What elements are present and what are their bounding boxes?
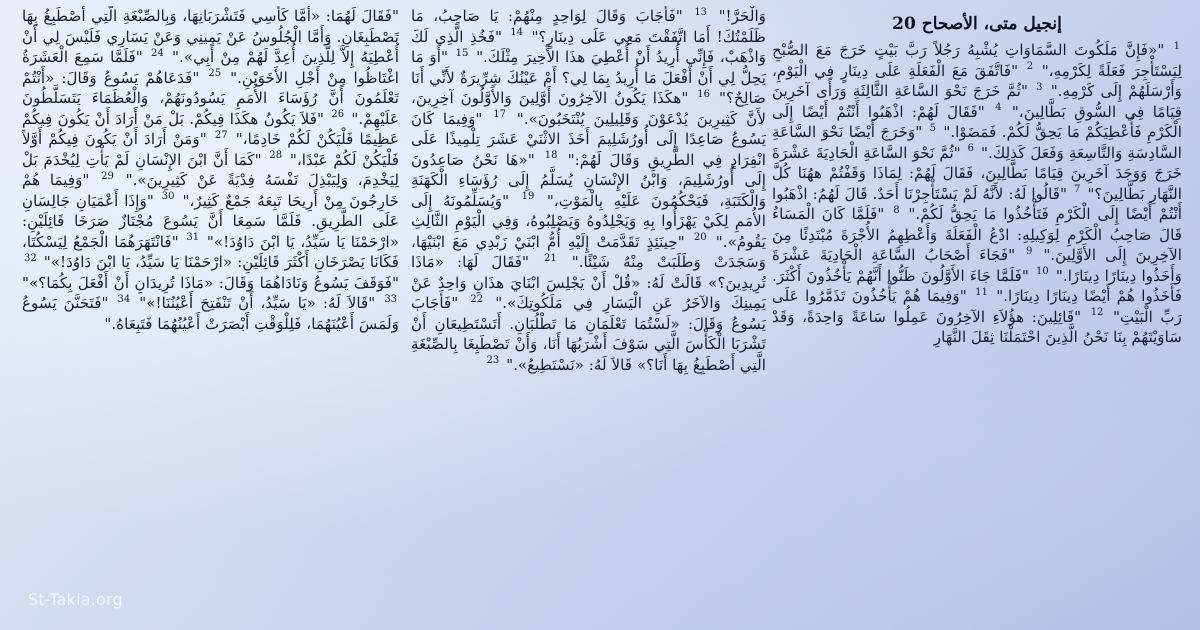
- verse-number: 23: [486, 355, 500, 367]
- verse-text: "أَوَ مَا يَحِلُّ لِي أَنْ أَفْعَلَ مَا أُرِيدُ بِمَا لِي؟ أَمْ عَيْنُكَ شِرِّيرَةٌ لأَنِّي أَنَا صَالِحٌ؟": [411, 48, 766, 107]
- verse-number: 32: [24, 252, 37, 264]
- verse-text: "هكَذَا يَكُونُ الآخِرُونَ أَوَّلِينَ وَالأَوَّلُونَ آخِرِينَ، لأَنَّ كَثِيرِينَ يُدْعَوْنَ وَقَلِيلِينَ يُنْتَخَبُونَ».": [411, 89, 766, 128]
- verse-number: 21: [544, 252, 557, 264]
- verse-number: 6: [967, 143, 975, 155]
- verse-number: 26: [331, 109, 345, 121]
- watermark: St-Takla.org: [28, 590, 123, 609]
- verse-text: "وَيُسَلِّمُونَهُ إِلَى الأُمَمِ لِكَيْ يَهْزَأُوا بِهِ وَيَجْلِدُوهُ وَيَصْلِبُوهُ، وَفِي الْيَوْمِ الثَّالِثِ يَقُومُ».": [411, 191, 766, 251]
- verse-number: 9: [1026, 245, 1033, 257]
- verse-number: 8: [893, 204, 900, 216]
- verse-number: 17: [493, 109, 506, 121]
- verse-text: "فَلاَ يَكُونُ هكَذَا فِيكُمْ. بَلْ مَنْ أَرَادَ أَنْ يَكُونَ فِيكُمْ عَظِيمًا فَلْيَكُنْ لَكُمْ خَادِمًا،": [22, 109, 399, 148]
- verse-text: "ثُمَّ نَحْوَ السَّاعَةِ الْحَادِيَةَ عَشْرَةَ خَرَجَ وَوَجَدَ آخَرِينَ قِيَامًا بَطَّالِينَ، فَقَالَ لَهُمْ: لِمَاذَا وَقَفْتُمْ ههُنَا كُلَّ النَّهَارِ بَطَّالِينَ؟": [772, 143, 1182, 203]
- verse-text: "فَدَعَاهُمْ يَسُوعُ وَقَالَ: «أَنْتُمْ تَعْلَمُونَ أَنَّ رُؤَسَاءَ الأُمَمِ يَسُودُونَهُمْ، وَالْعُظَمَاءَ يَتَسَلَّطُونَ عَلَيْهِمْ.": [22, 68, 399, 128]
- verse-text: وَالْحَرَّ!": [718, 7, 766, 25]
- verse-number: 25: [208, 68, 222, 80]
- verse-text: "فَقَالَ لَهُمْ: اذْهَبُوا أَنْتُمْ أَيْضًا إِلَى الْكَرْمِ فَأُعْطِيَكُمْ مَا يَحِقُّ لَكُمْ. فَمَضَوْا.": [772, 102, 1182, 141]
- verse-number: 16: [697, 88, 711, 100]
- verse-number: 24: [151, 47, 164, 59]
- verse-text: "فَأَجَابَ يَسُوعُ وَقَالَ: «لَسْتُمَا تَعْلَمَانِ مَا تَطْلُبَانِ. أَتَسْتَطِيعَانِ أَنْ تَشْرَبَا الْكَأْسَ الَّتِي سَوْفَ أَشْرَبُهَا أَنَا، وَأَنْ تَصْطَبِغَا بِالصِّبْغَةِ الَّتِي أَصْطَبِغُ بِهَا أَنَا؟» قَالاَ لَهُ: «نَسْتَطِيعُ».": [411, 294, 766, 374]
- verse-number: 12: [1090, 307, 1104, 319]
- verse-text: "فَلَمَّا سَمِعَ الْعَشَرَةُ اغْتَاظُوا مِنْ أَجْلِ الأَخَوَيْنِ.": [22, 48, 399, 87]
- verse-number: 28: [269, 150, 283, 162]
- verse-text: "حِينَئِذٍ تَقَدَّمَتْ إِلَيْهِ أُمُّ ابْنَيْ زَبْدِي مَعَ ابْنَيْهَا، وَسَجَدَتْ وَطَلَبَتْ مِنْهُ شَيْئًا.": [411, 232, 766, 271]
- verse-text: "ثُمَّ خَرَجَ نَحْوَ السَّاعَةِ الثَّالِثَةِ وَرَأَى آخَرِينَ قِيَامًا فِي السُّوقِ بَطَّالِينَ،": [772, 82, 1182, 121]
- verse-number: 13: [694, 6, 708, 18]
- verse-number: 33: [384, 293, 398, 305]
- verse-number: 20: [693, 232, 707, 244]
- verse-text: "قَائِلِينَ: هؤُلاَءِ الآخِرُونَ عَمِلُوا سَاعَةً وَاحِدَةً، وَقَدْ سَاوَيْتَهُمْ بِنَا نَحْنُ الَّذِينَ احْتَمَلْنَا ثِقَلَ النَّهَارِ: [772, 307, 1182, 346]
- verse-text: "فَلَمَّا كَانَ الْمَسَاءُ قَالَ صَاحِبُ الْكَرْمِ لِوَكِيلِهِ: ادْعُ الْفَعَلَةَ وَأَعْطِهِمُ الأُجْرَةَ مُبْتَدِئًا مِنَ الآخِرِينَ إِلَى الأَوَّلِينَ.": [772, 205, 1182, 264]
- verse-text: "فَوَقَفَ يَسُوعُ وَنَادَاهُمَا وَقَالَ: «مَاذَا تُرِيدَانِ أَنْ أَفْعَلَ بِكُمَا؟»": [22, 273, 399, 292]
- verse-number: 14: [510, 27, 524, 39]
- verse-number: 5: [929, 122, 936, 134]
- verse-text: "«فَإِنَّ مَلَكُوتَ السَّمَاوَاتِ يُشْبِهُ رَجُلاً رَبَّ بَيْتٍ خَرَجَ مَعَ الصُّبْحِ لِيَسْتَأْجِرَ فَعَلَةً لِكَرْمِهِ،": [772, 41, 1182, 80]
- verse-number: 1: [1173, 40, 1180, 52]
- text-column-left: [22, 6, 399, 618]
- verse-text: "وَمَنْ أَرَادَ أَنْ يَكُونَ فِيكُمْ أَوَّلاً فَلْيَكُنْ لَكُمْ عَبْدًا،": [22, 130, 399, 169]
- text-column-right: [772, 6, 1182, 618]
- column-body: [772, 40, 1182, 348]
- verse-number: 18: [544, 150, 558, 162]
- verse-number: 11: [975, 286, 988, 298]
- verse-number: 3: [1036, 81, 1043, 93]
- verse-text: "فَتَحَنَّنَ يَسُوعُ وَلَمَسَ أَعْيُنَهُمَا، فَلِلْوَقْتِ أَبْصَرَتْ أَعْيُنُهُمَا فَتَبِعَاهُ.": [22, 294, 399, 333]
- column-body: [411, 6, 766, 375]
- verse-text: "وَخَرَجَ أَيْضًا نَحْوَ السَّاعَةِ السَّادِسَةِ وَالتَّاسِعَةِ وَفَعَلَ كَذلِكَ.": [772, 123, 1182, 162]
- verse-text: "قَالاَ لَهُ: «يَا سَيِّدُ، أَنْ تَنْفَتِحَ أَعْيُنُنَا!»": [139, 294, 376, 312]
- column-body: [22, 6, 399, 334]
- verse-text: "وَإِذَا أَعْمَيَانِ جَالِسَانِ عَلَى الطَّرِيقِ. فَلَمَّا سَمِعَا أَنَّ يَسُوعَ مُجْتَازٌ صَرَخَا قَائِلَيْنِ: «ارْحَمْنَا يَا سَيِّدُ، يَا ابْنَ دَاوُدَ!»": [22, 191, 399, 251]
- verse-number: 29: [101, 170, 114, 182]
- page-title: إنجيل متى، الأصحاح 20: [892, 14, 1062, 34]
- verse-number: 34: [117, 293, 131, 305]
- verse-text: "وَفِيمَا هُمْ يَأْخُذُونَ تَذَمَّرُوا عَلَى رَبِّ الْبَيْتِ": [772, 287, 1182, 326]
- verse-text: "«هَا نَحْنُ صَاعِدُونَ إِلَى أُورُشَلِيمَ، وَابْنُ الإِنْسَانِ يُسَلَّمُ إِلَى رُؤَسَاءِ الْكَهَنَةِ وَالْكَتَبَةِ، فَيَحْكُمُونَ عَلَيْهِ بِالْمَوْتِ،": [411, 150, 766, 210]
- verse-text: "فَأَجَابَ وَقَالَ لِوَاحِدٍ مِنْهُمْ: يَا صَاحِبُ، مَا ظَلَمْتُكَ! أَمَا اتَّفَقْتَ مَعِي عَلَى دِينَارٍ؟": [411, 7, 766, 46]
- verse-number: 7: [1074, 184, 1081, 196]
- verse-text: "وَفِيمَا هُمْ خَارِجُونَ مِنْ أَرِيحَا تَبِعَهُ جَمْعٌ كَثِيرٌ،": [22, 171, 399, 210]
- verse-text: "فَاتَّفَقَ مَعَ الْفَعَلَةِ عَلَى دِينَارٍ فِي الْيَوْمِ، وَأَرْسَلَهُمْ إِلَى كَرْمِهِ.": [772, 61, 1182, 100]
- verse-number: 4: [995, 102, 1002, 114]
- verse-text: "وَفِيمَا كَانَ يَسُوعُ صَاعِدًا إِلَى أُورُشَلِيمَ أَخَذَ الاثْنَيْ عَشَرَ تِلْمِيذًا عَلَى انْفِرَادٍ فِي الطَّرِيقِ وَقَالَ لَهُمْ:": [411, 109, 766, 169]
- verse-number: 27: [214, 129, 228, 141]
- verse-text: "فَلَمَّا جَاءَ الأَوَّلُونَ ظَنُّوا أَنَّهُمْ يَأْخُذُونَ أَكْثَرَ. فَأَخَذُوا هُمْ أَيْضًا دِينَارًا دِينَارًا.": [772, 266, 1182, 305]
- verse-text: "فَجَاءَ أَصْحَابُ السَّاعَةِ الْحَادِيَةَ عَشْرَةَ وَأَخَذُوا دِينَارًا دِينَارًا.": [772, 246, 1182, 285]
- verse-number: 2: [1026, 61, 1034, 73]
- verse-number: 19: [521, 191, 535, 203]
- verse-text: "فَقَالَ لَهَا: «مَاذَا تُرِيدِينَ؟» قَالَتْ لَهُ: «قُلْ أَنْ يَجْلِسَ ابْنَايَ هذَانِ وَاحِدٌ عَنْ يَمِينِكَ وَالآخَرُ عَنِ الْيَسَارِ فِي مَلَكُوتِكَ».": [411, 253, 766, 312]
- verse-text: "فَانْتَهَرَهُمَا الْجَمْعُ لِيَسْكُتَا، فَكَانَا يَصْرَخَانِ أَكْثَرَ قَائِلَيْنِ: «ارْحَمْنَا يَا سَيِّدُ، يَا ابْنَ دَاوُدَ!»": [22, 232, 399, 271]
- verse-text: "قَالُوا لَهُ: لأَنَّهُ لَمْ يَسْتَأْجِرْنَا أَحَدٌ. قَالَ لَهُمُ: اذْهَبُوا أَنْتُمْ أَيْضًا إِلَى الْكَرْمِ فَتَأْخُذُوا مَا يَحِقُّ لَكُمْ.": [772, 184, 1182, 223]
- verse-number: 15: [455, 47, 469, 59]
- verse-text: "فَخُذِ الَّذِي لَكَ وَاذْهَبْ، فَإِنِّي أُرِيدُ أَنْ أُعْطِيَ هذَا الأَخِيرَ مِثْلَكَ.": [411, 27, 766, 66]
- verse-number: 31: [186, 232, 200, 244]
- verse-number: 22: [470, 293, 484, 305]
- verse-text: "فَقَالَ لَهُمَا: «أَمَّا كَأْسِي فَتَشْرَبَانِهَا، وَبِالصِّبْغَةِ الَّتِي أَصْطَبِغُ بِهَا تَصْطَبِغَانِ. وَأَمَّا الْجُلُوسُ عَنْ يَمِينِي وَعَنْ يَسَارِي فَلَيْسَ لِي أَنْ أُعْطِيَهُ إِلاَّ لِلَّذِينَ أُعِدَّ لَهُمْ مِنْ أَبِي».": [22, 7, 399, 66]
- verse-number: 10: [1036, 266, 1049, 278]
- verse-text: "كَمَا أَنَّ ابْنَ الإِنْسَانِ لَمْ يَأْتِ لِيُخْدَمَ بَلْ لِيَخْدِمَ، وَلِيَبْذِلَ نَفْسَهُ فِدْيَةً عَنْ كَثِيرِينَ».": [22, 150, 399, 189]
- verse-number: 30: [161, 191, 175, 203]
- text-column-middle: [411, 6, 766, 618]
